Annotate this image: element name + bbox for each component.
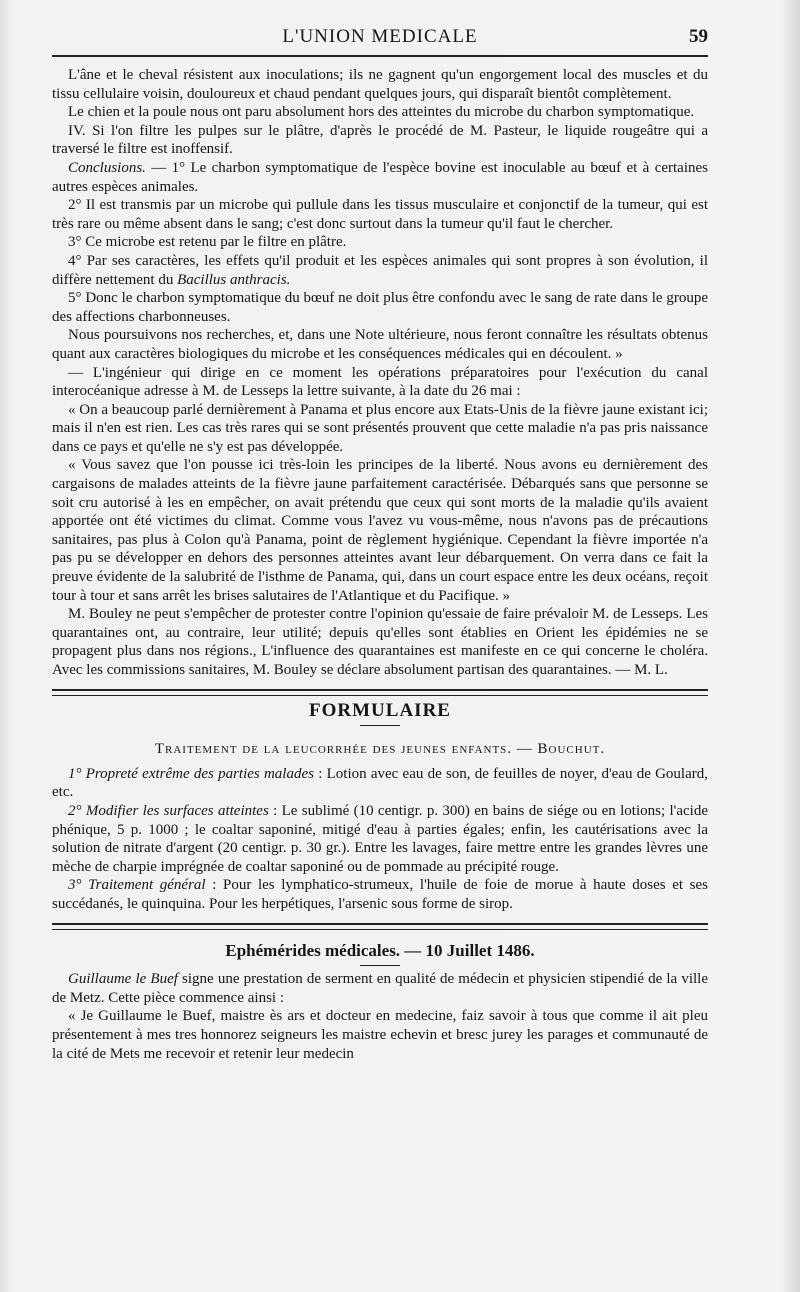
conclusion-text: — 1° Le charbon symptomatique de l'espèce bovine est inoculable au bœuf et à certaines autres espèces animales. bbox=[52, 159, 708, 195]
ephemerides-title: Ephémérides médicales. — 10 Juillet 1486. bbox=[225, 940, 535, 960]
conclusion-1 bbox=[52, 159, 708, 196]
letter-paragraph: « Vous savez que l'on pousse ici très-loin les principes de la liberté. Nous avons eu dernièrement des cargaisons de malades atteints de la fièvre jaune parfaitement caractérisée. Débarqués sans que personne se soit cru autorisé à les en empêcher, on avait prétendu que ceux qui sont morts de la maladie qu'ils avaient apportée ont été victimes du climat. Comme vous l'avez vu vous-même, nous n'avons pas de précautions sanitaires, pas plus à Colon qu'à Panama, point de règlement hygiénique. Cependant la fièvre importée n'a pas pu se développer en dehors des personnes atteintes avant leur débarquement. On verra dans ce fait la preuve évidente de la salubrité de l'isthme de Panama, qui, dans un court espace entre les deux océans, reçoit tour à tour et sans arrêt les brises salutaires de l'Atlantique et du Pacifique. » bbox=[52, 457, 708, 604]
ephemeris-text: signe une prestation de serment en qualité de médecin et physicien stipendié de la ville de Metz. Cette pièce commence ainsi : bbox=[52, 971, 709, 1006]
letter-paragraph: « On a beaucoup parlé dernièrement à Panama et plus encore aux Etats-Unis de la fièvre jaune existant ici; mais il n'en est rien. Les cas très rares qui se sont présentés prouvent que cette maladie n'a pas pris naissance dans ce pays et qu'elle ne s'y est pas développée. bbox=[52, 401, 708, 455]
ephemeris-paragraph bbox=[52, 970, 708, 1007]
conclusion-2: 2° Il est transmis par un microbe qui pullule dans les tissus musculaire et conjonctif de la tumeur, qui est très rare ou même absent dans le sang; c'est donc surtout dans la tumeur qu'il faut le chercher. bbox=[52, 197, 708, 232]
ephemeris-quote: « Je Guillaume le Buef, maistre ès ars et docteur en medecine, faiz savoir à tous que comme il ait pleu présentement à mes tres honnorez seigneurs les maistre echevin et bresc jurey les parages et communauté de la cité de Mets me recevoir et retenir leur medecin bbox=[52, 1008, 708, 1062]
paragraph: IV. Si l'on filtre les pulpes sur le plâtre, d'après le procédé de M. Pasteur, le liquide rougeâtre qui a traversé le filtre est inoffensif. bbox=[52, 122, 708, 158]
conclusion-5: 5° Donc le charbon symptomatique du bœuf ne doit plus être confondu avec le sang de rate dans le groupe des affections charbonneuses. bbox=[52, 290, 708, 325]
formula-text: : Le sublimé (10 centigr. p. 300) en bains de siége ou en lotions; l'acide phénique, 5 p. 1000 ; le coaltar saponiné, mitigé d'eau à parties égales; enfin, les cautérisations avec la solution de nitrate d'argent (20 centigr. p. 30 gr.). Entre les lavages, faire mettre entre les grandes lèvres une mèche de charpie imprégnée de coaltar saponiné ou de pommade au précipité rouge. bbox=[52, 802, 708, 875]
formulaire-subtitle: Traitement de la leucorrhée des jeunes enfants. — Bouchut. bbox=[154, 741, 606, 758]
formula-item-2 bbox=[52, 802, 708, 876]
species-name: Bacillus anthracis. bbox=[177, 271, 291, 288]
person-name: Guillaume le Buef bbox=[68, 971, 178, 988]
section-rule bbox=[52, 923, 708, 930]
running-title: L'UNION MEDICALE bbox=[282, 26, 478, 47]
title-rule bbox=[360, 725, 400, 726]
formula-label: 1° Propreté extrême des parties malades bbox=[68, 765, 314, 782]
formula-item-1 bbox=[52, 765, 708, 802]
formulaire-title: FORMULAIRE bbox=[309, 699, 451, 721]
conclusion-4 bbox=[52, 252, 708, 289]
formula-item-3 bbox=[52, 876, 708, 913]
conclusion-text: 4° Par ses caractères, les effets qu'il produit et les espèces animales qui sont propres à son évolution, il diffère nettement du bbox=[52, 252, 708, 288]
title-rule bbox=[360, 965, 400, 966]
section-rule bbox=[52, 689, 708, 696]
paragraph: L'âne et le cheval résistent aux inoculations; ils ne gagnent qu'un engorgement local des muscles et du tissu cellulaire voisin, douloureux et chaud pendant quelques jours, qui disparaît bientôt complètement. bbox=[52, 67, 708, 102]
page-number: 59 bbox=[689, 26, 708, 47]
paragraph: Nous poursuivons nos recherches, et, dans une Note ultérieure, nous feront connaître les résultats obtenus quant aux caractères biologiques du microbe et les conséquences médicales qui en découlent. » bbox=[52, 327, 708, 362]
text-column bbox=[52, 66, 708, 1063]
header-rule bbox=[52, 55, 708, 57]
formula-label: 3° Traitement général bbox=[68, 877, 206, 894]
paragraph: Le chien et la poule nous ont paru absolument hors des atteintes du microbe du charbon symptomatique. bbox=[68, 104, 695, 121]
paragraph: M. Bouley ne peut s'empêcher de protester contre l'opinion qu'essaie de faire prévaloir M. de Lesseps. Les quarantaines ont, au contraire, leur utilité; depuis qu'elles sont établies en Orient les épidémies ne se propagent plus dans nos régions., L'influence des quarantaines est manifeste en ce qui concerne le choléra. Avec les commissions sanitaires, M. Bouley se déclare absolument partisan des quarantaines. — M. L. bbox=[52, 606, 708, 678]
paragraph: — L'ingénieur qui dirige en ce moment les opérations préparatoires pour l'exécution du canal interocéanique adresse à M. de Lesseps la lettre suivante, à la date du 26 mai : bbox=[52, 364, 708, 400]
page-header bbox=[52, 20, 708, 48]
formula-text: : Pour les lymphatico-strumeux, l'huile de foie de morue à haute doses et ses succédanés, le quinquina. Pour les herpétiques, l'arsenic sous forme de sirop. bbox=[52, 877, 708, 912]
conclusion-3: 3° Ce microbe est retenu par le filtre en plâtre. bbox=[68, 234, 347, 251]
formula-text: : Lotion avec eau de son, de feuilles de noyer, d'eau de Goulard, etc. bbox=[52, 765, 708, 801]
formula-label: 2° Modifier les surfaces atteintes bbox=[68, 802, 269, 819]
conclusions-label: Conclusions. bbox=[68, 159, 146, 176]
